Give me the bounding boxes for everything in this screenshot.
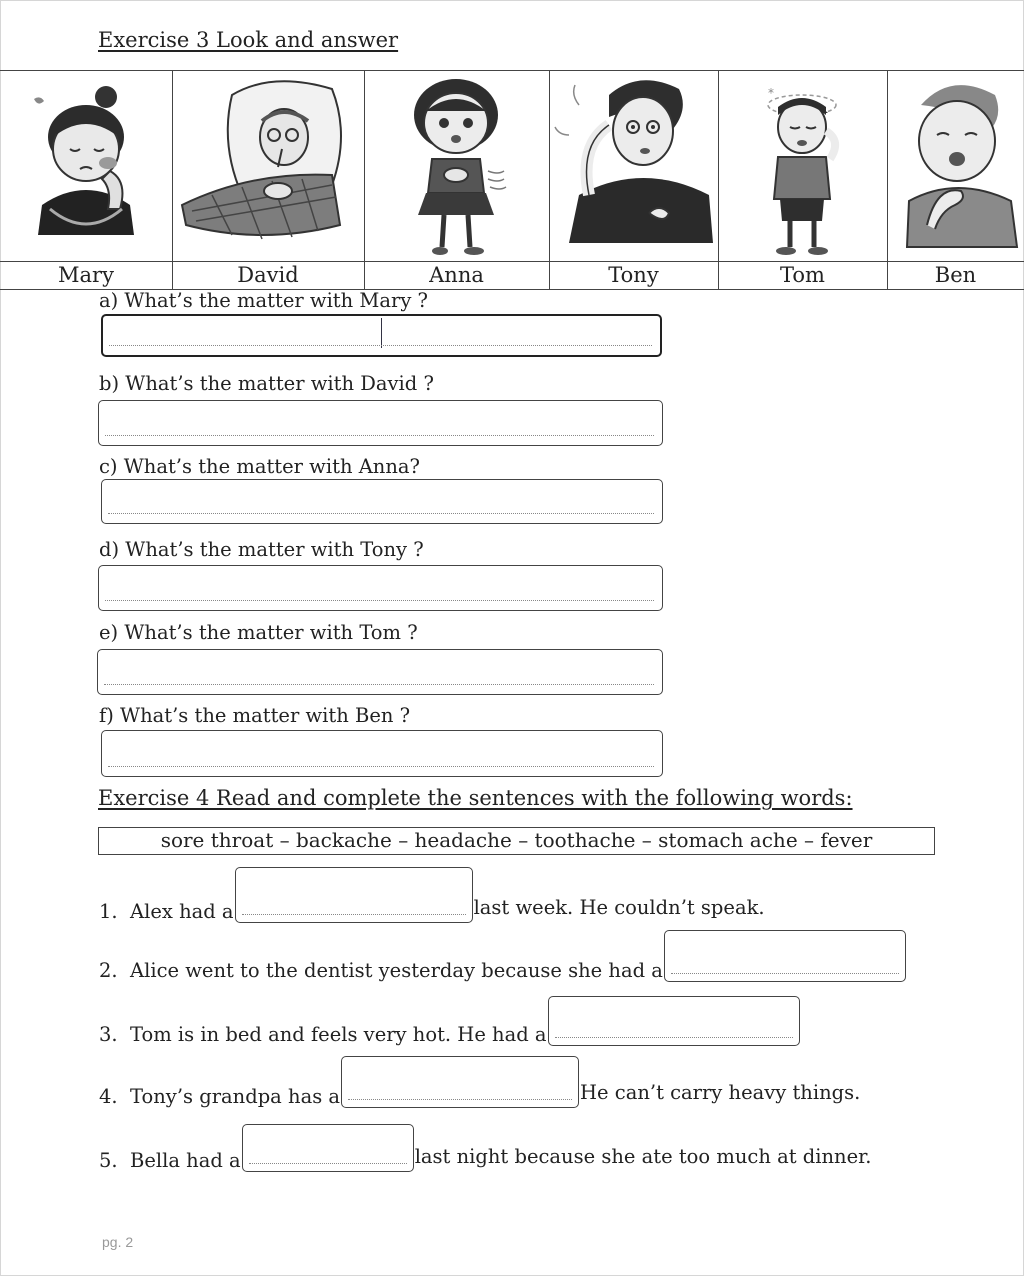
picture-name: David — [237, 263, 299, 287]
tom-headache-illustration — [718, 75, 887, 261]
picture-cell-david — [172, 71, 364, 289]
sentence-text: last week. He couldn’t speak. — [473, 896, 765, 919]
picture-name: Tony — [608, 263, 659, 287]
question-b: b) What’s the matter with David ? — [99, 372, 434, 395]
sentence-number: 5. — [99, 1149, 118, 1172]
answer-c-input[interactable] — [101, 479, 663, 524]
picture-cell-tom — [718, 71, 887, 289]
question-c: c) What’s the matter with Anna? — [99, 455, 420, 478]
sentence-text: last night because she ate too much at dinner. — [414, 1145, 872, 1168]
sentence-text: Bella had a — [130, 1149, 241, 1172]
answer-b-input[interactable] — [98, 400, 663, 446]
sentence-number: 4. — [99, 1085, 118, 1108]
sentence-text: He can’t carry heavy things. — [580, 1081, 861, 1104]
answer-a-input[interactable] — [101, 314, 662, 357]
sentence-1 — [99, 867, 765, 923]
sentence-text: Tony’s grandpa has a — [130, 1085, 341, 1108]
mary-toothache-illustration — [0, 75, 172, 261]
sentence-number: 2. — [99, 959, 118, 982]
sentence-2 — [99, 930, 907, 982]
picture-cell-mary — [0, 71, 172, 289]
page-number: pg. 2 — [102, 1234, 134, 1250]
picture-cell-anna — [364, 71, 549, 289]
word-bank: sore throat – backache – headache – toothache – stomach ache – fever — [98, 827, 935, 855]
sentence-number: 1. — [99, 900, 118, 923]
exercise-3-title: Exercise 3 Look and answer — [98, 28, 399, 52]
answer-e-input[interactable] — [97, 649, 663, 695]
picture-name: Mary — [58, 263, 114, 287]
question-a: a) What’s the matter with Mary ? — [99, 289, 428, 312]
question-e: e) What’s the matter with Tom ? — [99, 621, 418, 644]
blank-3-input[interactable] — [548, 996, 800, 1046]
picture-name: Anna — [429, 263, 484, 287]
david-fever-illustration — [172, 75, 364, 261]
sentence-4 — [99, 1056, 860, 1108]
anna-stomach-ache-illustration — [364, 75, 549, 261]
sentence-text: Alex had a — [130, 900, 234, 923]
blank-1-input[interactable] — [235, 867, 473, 923]
ben-sore-throat-illustration — [887, 75, 1024, 261]
picture-table — [0, 70, 1024, 290]
sentence-3 — [99, 996, 801, 1046]
sentence-text: Alice went to the dentist yesterday because she had a — [130, 959, 663, 982]
answer-f-input[interactable] — [101, 730, 663, 777]
sentence-text: Tom is in bed and feels very hot. He had a — [130, 1023, 547, 1046]
tony-earache-illustration — [549, 75, 718, 261]
blank-4-input[interactable] — [341, 1056, 579, 1108]
question-d: d) What’s the matter with Tony ? — [99, 538, 424, 561]
picture-cell-ben — [887, 71, 1024, 289]
picture-cell-tony — [549, 71, 718, 289]
answer-d-input[interactable] — [98, 565, 663, 611]
exercise-4-title: Exercise 4 Read and complete the sentences with the following words: — [98, 786, 853, 810]
picture-name: Tom — [780, 263, 825, 287]
sentence-5 — [99, 1124, 872, 1172]
question-f: f) What’s the matter with Ben ? — [99, 704, 411, 727]
blank-2-input[interactable] — [664, 930, 906, 982]
text-caret — [381, 318, 382, 348]
sentence-number: 3. — [99, 1023, 118, 1046]
svg-text:*: * — [768, 86, 774, 100]
picture-name: Ben — [934, 263, 977, 287]
blank-5-input[interactable] — [242, 1124, 414, 1172]
